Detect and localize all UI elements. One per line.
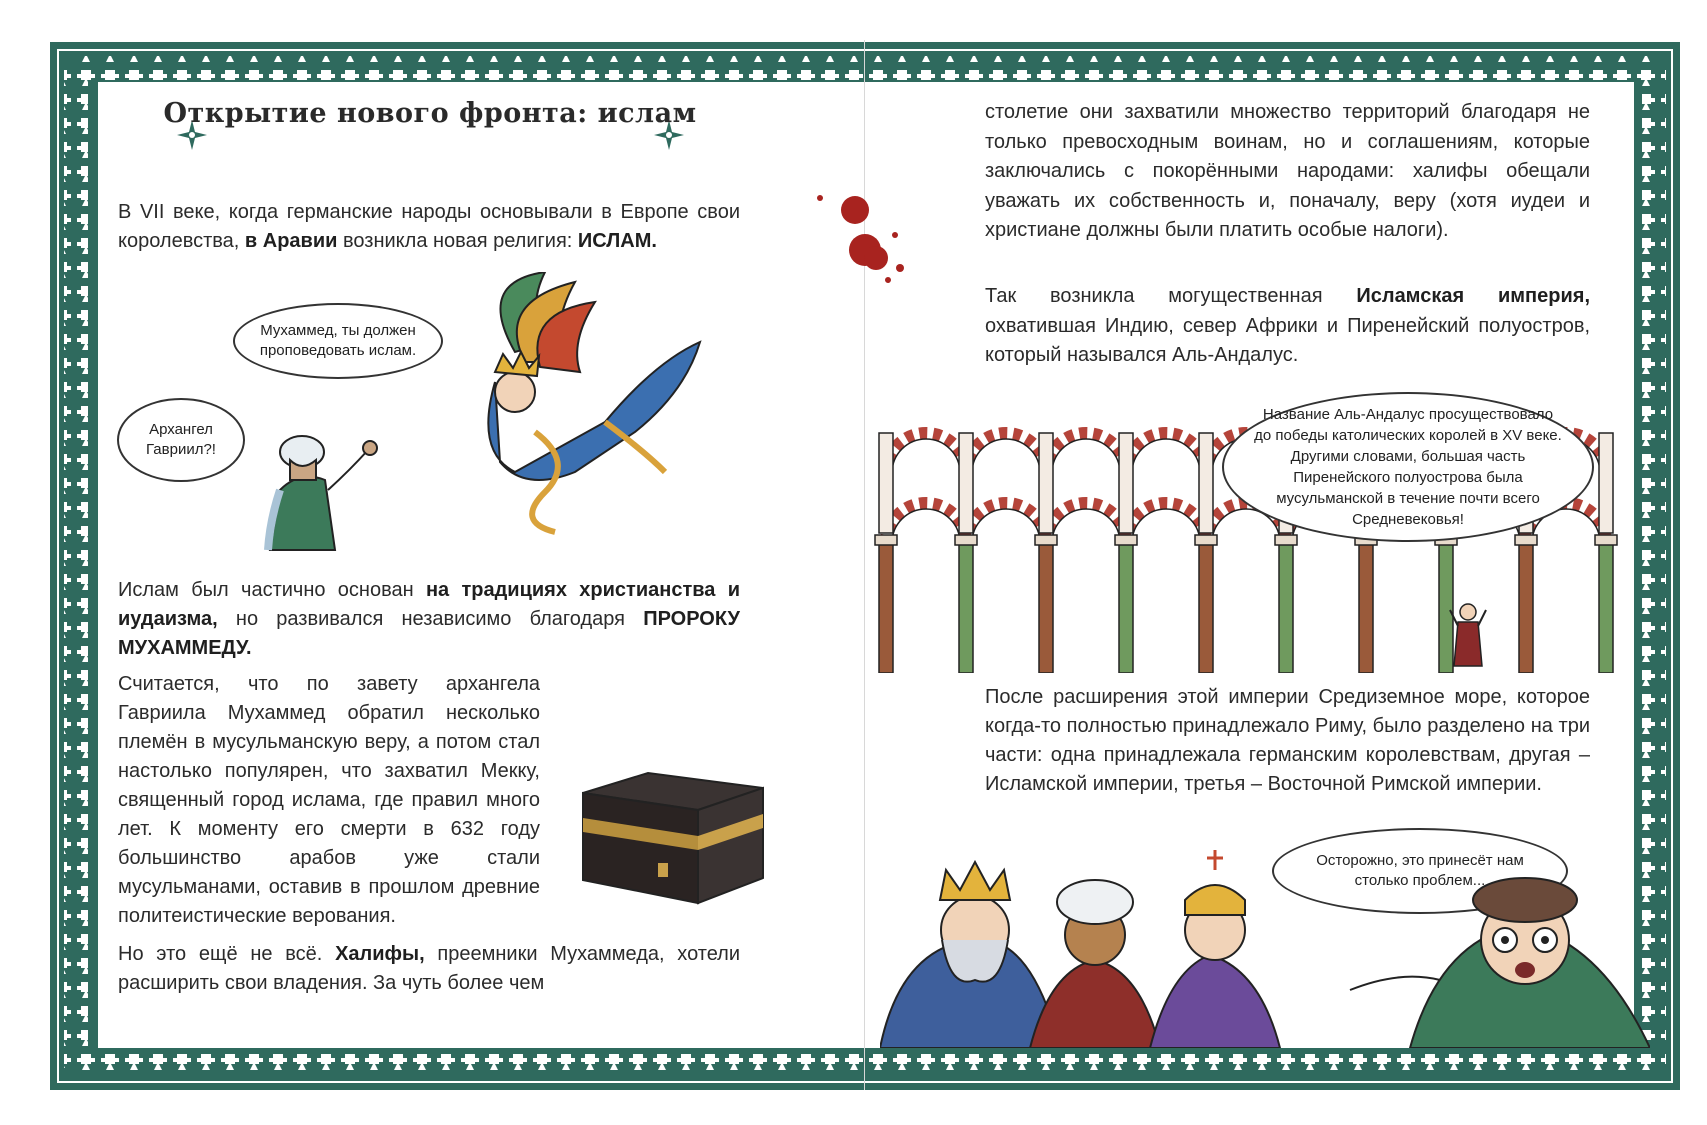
speech-bubble-man: Архангел Гавриил?! <box>117 398 245 482</box>
speech-bubble-angel: Мухаммед, ты должен проповедовать ислам. <box>233 303 443 379</box>
column-capital <box>1195 535 1217 545</box>
column <box>1199 543 1213 673</box>
bold-span: Исламская империя, <box>1356 285 1590 307</box>
bold-span: на традициях христианства и иудаизма, <box>118 579 740 630</box>
pillar-upper <box>959 433 973 533</box>
pillar-upper <box>1599 433 1613 533</box>
text-span: преемники Мухаммеда, хотели расширить свои владения. За чуть более чем <box>118 943 740 994</box>
paragraph-mecca <box>118 670 740 927</box>
text-span: Но это ещё не всё. <box>118 943 336 965</box>
text-span: охватившая Индию, север Африки и Пиренейский полуостров, который назывался Аль-Андалус. <box>985 314 1590 366</box>
bold-span: Халифы, <box>335 943 425 965</box>
text-span: но развивался независимо благодаря <box>217 608 644 630</box>
column-capital <box>1595 535 1617 545</box>
text-span: Так возникла могущественная <box>985 285 1357 307</box>
speech-bubble-andalus: Название Аль-Андалус просуществовало до победы католических королей в XV веке. Другими словами, большая часть Пиренейского полуострова была мусульманской в течение почти всего Средневековья! <box>1222 392 1594 542</box>
column <box>1599 543 1613 673</box>
paragraph-origins <box>118 576 740 663</box>
angel-gabriel-illustration <box>455 272 755 552</box>
pillar-upper <box>1199 433 1213 533</box>
muhammad-illustration <box>250 400 410 560</box>
column <box>959 543 973 673</box>
column <box>1039 543 1053 673</box>
text-span: В VII веке, когда германские народы основывали в Европе свои королевства, <box>118 201 740 252</box>
paragraph-conquests: столетие они захватили множество территорий благодаря не только превосходным воинам, но и соглашениям, которые заключались с покорёнными народами: халифы обещали уважать их собственность и, поначалу, веру (хотя иудеи и христиане должны были платить особые налоги). <box>985 101 1590 241</box>
column <box>1119 543 1133 673</box>
column-capital <box>1035 535 1057 545</box>
bold-span: ИСЛАМ. <box>577 230 657 252</box>
column-capital <box>875 535 897 545</box>
paragraph-empire <box>985 282 1590 371</box>
column-capital <box>1275 535 1297 545</box>
column <box>1519 543 1533 673</box>
column <box>1279 543 1293 673</box>
blood-drops-icon <box>810 180 910 290</box>
column-capital <box>955 535 977 545</box>
text-span: Ислам был частично основан <box>118 579 426 601</box>
paragraph-caliphs <box>118 940 740 998</box>
page-title: Открытие нового фронта: ислам <box>163 98 697 129</box>
column <box>879 543 893 673</box>
paragraph-intro <box>118 198 740 256</box>
text-span: Считается, что по завету архангела Гавриила Мухаммед обратил несколько племён в мусульманскую веру, а потом стал настолько популярен, что захватил Мекку, священный город ислама, где правил много лет. К моменту его смерти в 632 году большинство арабов уже стали мусульманами, оставив в прошлом древние политеистические верования. <box>118 673 540 927</box>
column-capital <box>1515 535 1537 545</box>
bold-span: ПРОРОКУ МУХАММЕДУ. <box>118 608 740 659</box>
column <box>1359 543 1373 673</box>
kaaba-float-space <box>540 770 740 930</box>
pillar-upper <box>1039 433 1053 533</box>
bold-span: в Аравии <box>244 230 338 252</box>
speech-bubble-warning: Осторожно, это принесёт нам столько проблем... <box>1272 828 1568 914</box>
small-figure-illustration <box>1448 600 1488 670</box>
paragraph-mediterranean: После расширения этой империи Средиземное море, которое когда-то полностью принадлежало Риму, было разделено на три части: одна принадлежала германским королевствам, другая – Исламской империи, третья – Восточной Римской империи. <box>985 686 1590 795</box>
text-span: возникла новая религия: <box>337 230 578 252</box>
column-capital <box>1115 535 1137 545</box>
pillar-upper <box>1119 433 1133 533</box>
rulers-illustration <box>880 830 1650 1048</box>
pillar-upper <box>879 433 893 533</box>
